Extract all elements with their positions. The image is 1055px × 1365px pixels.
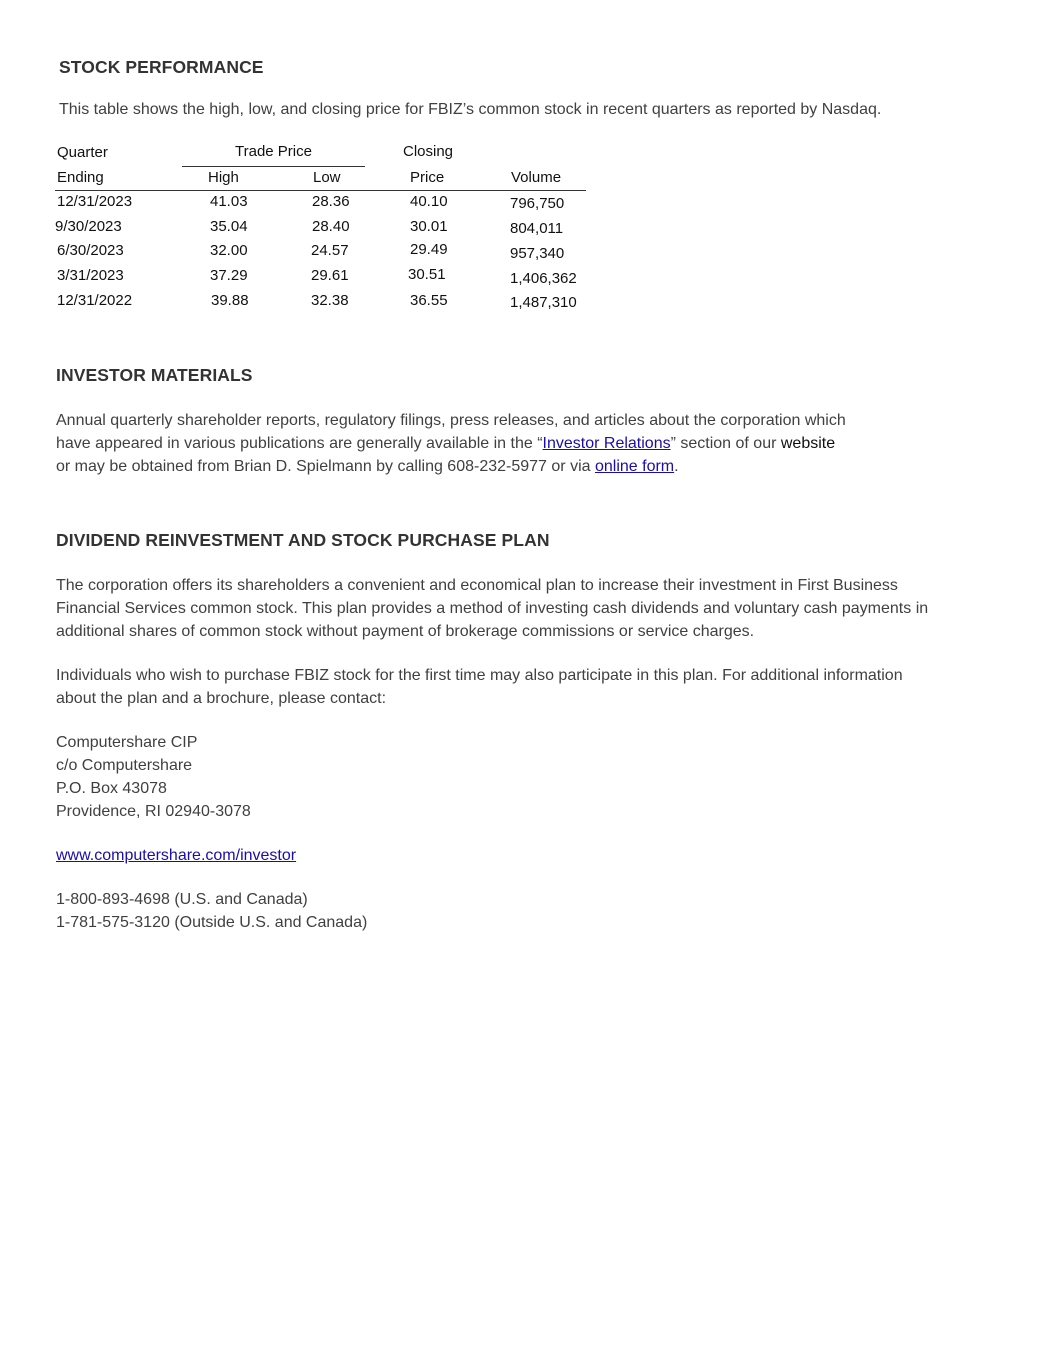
investor-line-3 xyxy=(56,455,846,478)
address-line-2: c/o Computershare xyxy=(56,757,193,774)
row-5-close: 36.55 xyxy=(410,292,448,309)
header-closing: Closing xyxy=(403,143,454,160)
drip-p1-line-2: Financial Services common stock. This plan provides a method of investing cash dividends and voluntary cash payments in xyxy=(56,600,929,617)
row-3-low: 24.57 xyxy=(311,242,349,259)
investor-line-2 xyxy=(56,432,846,455)
online-form-link[interactable]: online form xyxy=(594,458,675,475)
row-3-high: 32.00 xyxy=(210,242,248,259)
row-4-close: 30.51 xyxy=(408,266,446,283)
row-5-volume: 1,487,310 xyxy=(510,294,577,311)
drip-p2-line-1: Individuals who wish to purchase FBIZ stock for the first time may also participate in this plan. For additional information xyxy=(56,667,903,684)
drip-paragraph-1 xyxy=(56,574,928,643)
address-line-1: Computershare CIP xyxy=(56,734,198,751)
row-2-volume: 804,011 xyxy=(510,220,564,237)
drip-p1-line-3: additional shares of common stock without payment of brokerage commissions or service charges. xyxy=(56,623,755,640)
header-rule xyxy=(55,190,586,191)
investor-line-1: Annual quarterly shareholder reports, regulatory filings, press releases, and articles about the corporation which xyxy=(56,412,846,429)
investor-line-2-text: have appeared in various publications are generally available in the “ xyxy=(56,435,543,452)
drip-p2-line-2: about the plan and a brochure, please contact: xyxy=(56,690,387,707)
mailing-address xyxy=(56,731,251,823)
header-low: Low xyxy=(313,169,341,186)
header-ending: Ending xyxy=(57,169,104,186)
address-line-4: Providence, RI 02940-3078 xyxy=(56,803,251,820)
row-1-volume: 796,750 xyxy=(510,195,565,212)
row-5-high: 39.88 xyxy=(211,292,249,309)
header-volume: Volume xyxy=(511,169,562,186)
row-4-low: 29.61 xyxy=(311,267,349,284)
website-text: website xyxy=(780,435,836,452)
investor-line-3-end: . xyxy=(674,458,679,475)
drip-p1-line-1: The corporation offers its shareholders a convenient and economical plan to increase their investment in First Business xyxy=(56,577,898,594)
investor-relations-link[interactable]: Investor Relations xyxy=(542,435,671,452)
row-4-high: 37.29 xyxy=(210,267,248,284)
row-3-close: 29.49 xyxy=(410,241,448,258)
row-3-volume: 957,340 xyxy=(510,245,565,262)
phone-us-canada: 1-800-893-4698 (U.S. and Canada) xyxy=(56,891,308,908)
row-1-close: 40.10 xyxy=(410,193,448,210)
computershare-link[interactable]: www.computershare.com/investor xyxy=(56,847,297,864)
stock-table xyxy=(0,0,1055,330)
investor-materials-paragraph xyxy=(56,409,846,478)
row-4-volume: 1,406,362 xyxy=(510,270,577,287)
phone-numbers xyxy=(56,888,367,934)
investor-line-2-mid: ” section of our xyxy=(670,435,781,452)
drip-paragraph-2 xyxy=(56,664,903,710)
row-1-high: 41.03 xyxy=(210,193,248,210)
row-2-high: 35.04 xyxy=(210,218,248,235)
row-5-quarter: 12/31/2022 xyxy=(57,292,133,309)
header-quarter: Quarter xyxy=(57,144,108,161)
row-1-quarter: 12/31/2023 xyxy=(57,193,133,210)
row-2-low: 28.40 xyxy=(312,218,350,235)
drip-heading: DIVIDEND REINVESTMENT AND STOCK PURCHASE PLAN xyxy=(56,530,550,550)
computershare-url-line xyxy=(56,844,296,867)
investor-line-3-text: or may be obtained from Brian D. Spielmann by calling 608-232-5977 or via xyxy=(56,458,595,475)
header-trade-price: Trade Price xyxy=(235,143,312,160)
row-1-low: 28.36 xyxy=(312,193,350,210)
row-2-quarter: 9/30/2023 xyxy=(55,218,122,235)
header-price: Price xyxy=(410,169,445,186)
header-high: High xyxy=(208,169,239,186)
phone-outside: 1-781-575-3120 (Outside U.S. and Canada) xyxy=(56,914,368,931)
investor-materials-heading: INVESTOR MATERIALS xyxy=(56,365,253,385)
trade-price-rule xyxy=(182,166,365,167)
row-5-low: 32.38 xyxy=(311,292,349,309)
row-2-close: 30.01 xyxy=(410,218,448,235)
row-3-quarter: 6/30/2023 xyxy=(57,242,124,259)
stock-intro-text: This table shows the high, low, and closing price for FBIZ’s common stock in recent quarters as reported by Nasdaq. xyxy=(59,101,882,118)
stock-performance-heading: STOCK PERFORMANCE xyxy=(59,57,264,77)
row-4-quarter: 3/31/2023 xyxy=(57,267,124,284)
address-line-3: P.O. Box 43078 xyxy=(56,780,167,797)
